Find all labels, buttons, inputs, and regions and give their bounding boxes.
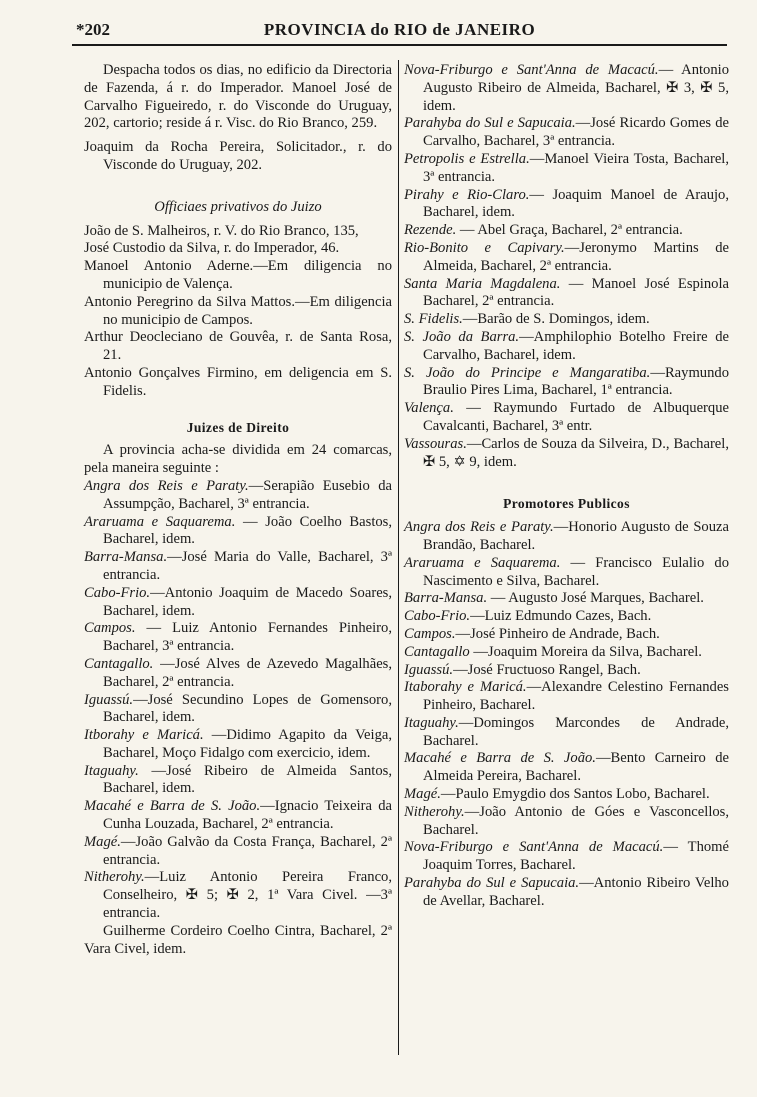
list-item: Itborahy e Maricá. —Didimo Agapito da Veiga, Bacharel, Moço Fidalgo com exercicio, idem. [84,727,392,761]
list-item: Campos.—José Pinheiro de Andrade, Bach. [404,625,660,642]
list-item: Araruama e Saquarema. — Francisco Eulalio do Nascimento e Silva, Bacharel. [404,554,730,589]
list-item: S. João do Principe e Mangaratiba.—Raymundo Braulio Pires Lima, Bacharel, 1ª entrancia. [404,364,729,399]
list-item: Araruama e Saquarema. — João Coelho Bastos, Bacharel, idem. [84,513,393,548]
list-item: Macahé e Barra de S. João.—Bento Carneiro de Almeida Pereira, Bacharel. [404,750,729,785]
list-item: Magé.—Paulo Emygdio dos Santos Lobo, Bacharel. [404,786,710,803]
list-item: Nova-Friburgo e Sant'Anna de Macacú.— Antonio Augusto Ribeiro de Almeida, Bacharel, ✠ 3, ✠ 5, idem. [404,62,729,114]
list-item: Cantagallo. —José Alves de Azevedo Magalhães, Bacharel, 2ª entrancia. [84,655,392,690]
list-item: Rio-Bonito e Capivary.—Jeronymo Martins de Almeida, Bacharel, 2ª entrancia. [404,239,729,274]
list-item: Iguassú.—José Fructuoso Rangel, Bach. [404,661,641,678]
paragraph: A provincia acha-se dividida em 24 comarcas, pela maneira seguinte : [84,442,392,477]
list-item: Parahyba do Sul e Sapucaia.—Antonio Ribeiro Velho de Avellar, Bacharel. [404,875,729,909]
paragraph: Guilherme Cordeiro Coelho Cintra, Bacharel, 2ª Vara Civel, idem. [84,922,392,957]
page-number: *202 [76,20,110,39]
paragraph: Joaquim da Rocha Pereira, Solicitador., r. do Visconde do Uruguay, 202. [84,139,392,173]
list-item: S. Fidelis.—Barão de S. Domingos, idem. [404,311,650,328]
list-item: Nitherohy.—João Antonio de Góes e Vasconcellos, Bacharel. [404,803,729,838]
list-item: Vassouras.—Carlos de Souza da Silveira, D., Bacharel, ✠ 5, ✡ 9, idem. [404,435,729,470]
section-heading: Officiaes privativos do Juizo [154,198,322,215]
list-item: Antonio Gonçalves Firmino, em deligencia em S. Fidelis. [84,364,392,399]
list-item: Valença. — Raymundo Furtado de Albuquerque Cavalcanti, Bacharel, 3ª entr. [404,400,729,434]
section-heading: Promotores Publicos [503,496,630,512]
list-item: Petropolis e Estrella.—Manoel Vieira Tosta, Bacharel, 3ª entrancia. [404,150,729,185]
running-title: PROVINCIA do RIO de JANEIRO [263,20,536,39]
list-item: Magé.—João Galvão da Costa França, Bacharel, 2ª entrancia. [84,833,392,868]
list-item: Macahé e Barra de S. João.—Ignacio Teixeira da Cunha Louzada, Bacharel, 2ª entrancia. [84,798,392,833]
list-item: João de S. Malheiros, r. V. do Rio Branco, 135, [84,222,359,239]
page-header [72,14,727,46]
list-item: Barra-Mansa.—José Maria do Valle, Bacharel, 3ª entrancia. [84,549,392,583]
left-column [84,62,392,958]
list-item: Itaguahy.—Domingos Marcondes de Andrade, Bacharel. [404,714,729,749]
list-item: Angra dos Reis e Paraty.—Honorio Augusto de Souza Brandão, Bacharel. [404,519,729,553]
list-item: Antonio Peregrino da Silva Mattos.—Em diligencia no municipio de Campos. [84,293,392,328]
list-item: Parahyba do Sul e Sapucaia.—José Ricardo Gomes de Carvalho, Bacharel, 3ª entrancia. [404,115,729,150]
right-column [404,62,729,911]
column-divider [398,60,399,1055]
list-item: Nova-Friburgo e Sant'Anna de Macacú.— Thomé Joaquim Torres, Bacharel. [404,839,729,874]
section-heading: Juizes de Direito [186,419,290,435]
list-item: Cabo-Frio.—Luiz Edmundo Cazes, Bach. [404,608,652,625]
list-item: Barra-Mansa. — Augusto José Marques, Bacharel. [404,590,704,607]
list-item: Iguassú.—José Secundino Lopes de Gomensoro, Bacharel, idem. [84,691,392,726]
list-item: Itaborahy e Maricá.—Alexandre Celestino Fernandes Pinheiro, Bacharel. [404,679,729,714]
list-item: Campos. — Luiz Antonio Fernandes Pinheiro, Bacharel, 3ª entrancia. [84,620,392,655]
list-item: Arthur Deocleciano de Gouvêa, r. de Santa Rosa, 21. [84,329,392,364]
list-item: Pirahy e Rio-Claro.— Joaquim Manoel de Araujo, Bacharel, idem. [404,186,729,221]
list-item: S. João da Barra.—Amphilophio Botelho Freire de Carvalho, Bacharel, idem. [404,328,729,363]
list-item: Cantagallo —Joaquim Moreira da Silva, Bacharel. [404,643,702,660]
list-item: José Custodio da Silva, r. do Imperador, 46. [84,240,340,257]
list-item: Santa Maria Magdalena. — Manoel José Espinola Bacharel, 2ª entrancia. [404,275,729,310]
list-item: Angra dos Reis e Paraty.—Serapião Eusebio da Assumpção, Bacharel, 3ª entrancia. [84,477,392,512]
paragraph: Despacha todos os dias, no edificio da Directoria de Fazenda, á r. do Imperador. Manoel José de Carvalho Figueiredo, r. do Visconde do Uruguay, 202, cartorio; reside á r. Visc. do Rio Branco, 259. [84,62,392,132]
list-item: Nitherohy.—Luiz Antonio Pereira Franco, Conselheiro, ✠ 5; ✠ 2, 1ª Vara Civel. —3ª entrancia. [84,869,392,922]
list-item: Rezende. — Abel Graça, Bacharel, 2ª entrancia. [404,222,683,239]
list-item: Itaguahy. —José Ribeiro de Almeida Santos, Bacharel, idem. [84,762,392,797]
list-item: Manoel Antonio Aderne.—Em diligencia no municipio de Valença. [84,258,392,292]
list-item: Cabo-Frio.—Antonio Joaquim de Macedo Soares, Bacharel, idem. [84,584,392,619]
